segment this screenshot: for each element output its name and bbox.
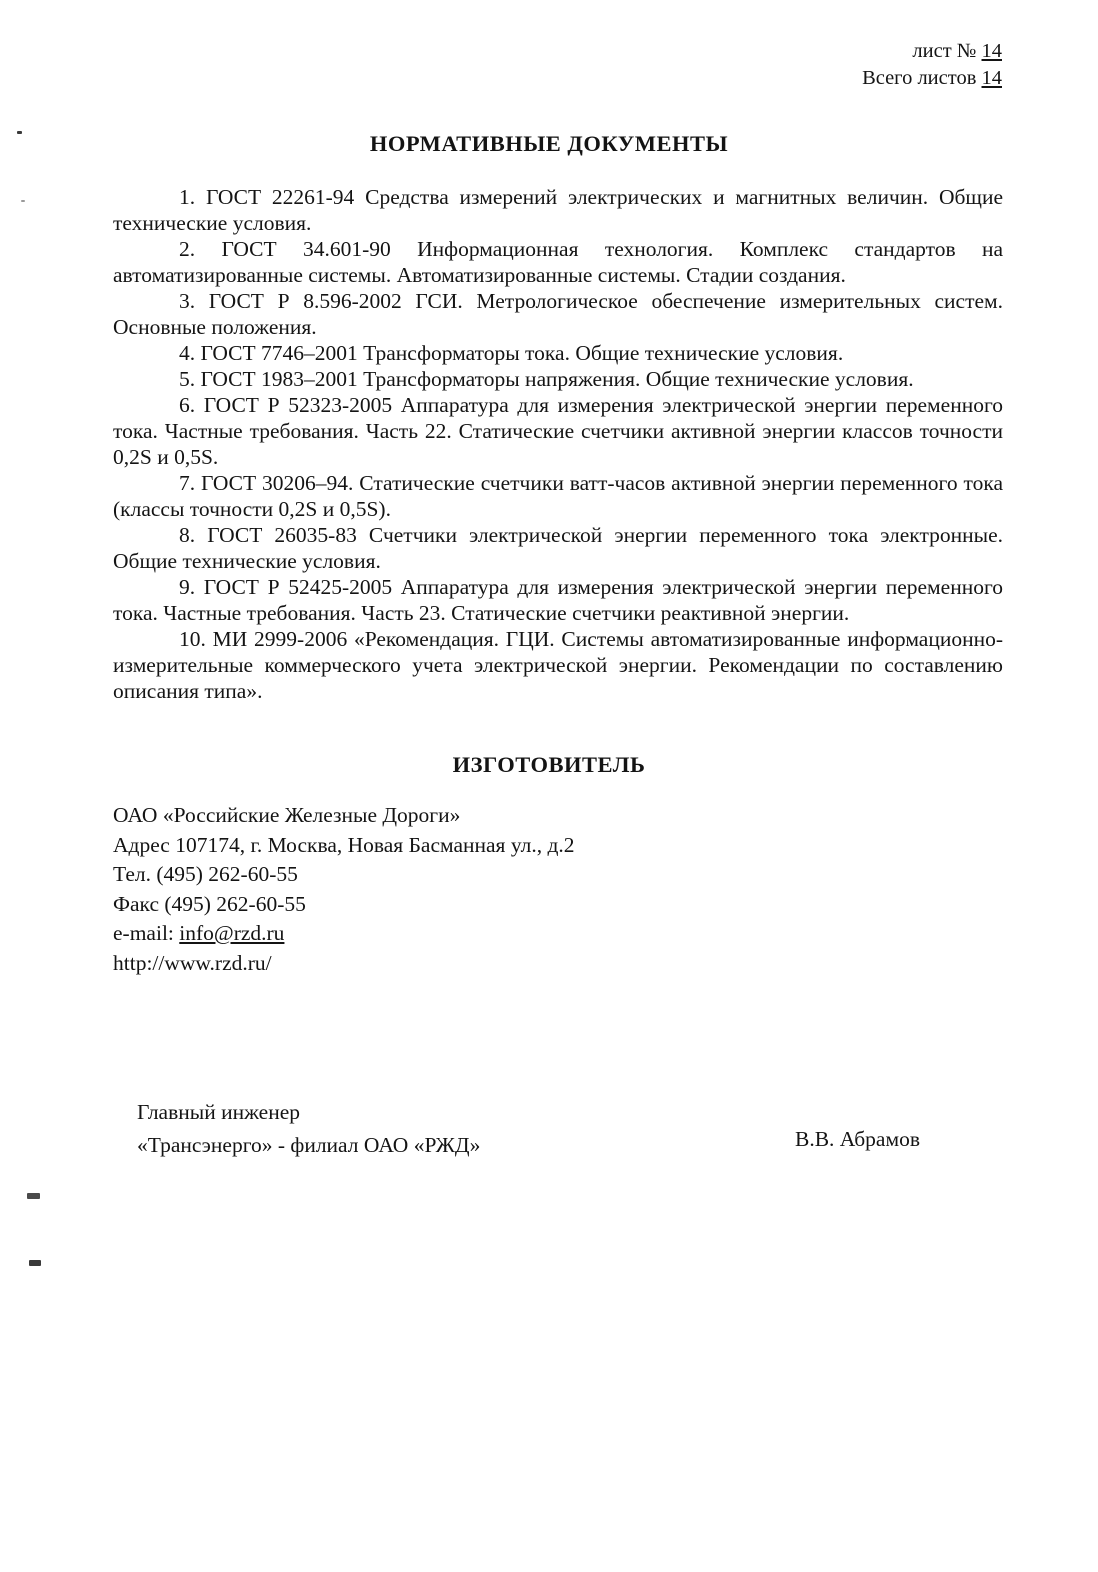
document-item [113,340,1003,366]
document-number: 10. [179,627,206,651]
document-item [113,366,1003,392]
document-item [113,236,1003,288]
sheet-number-label: лист № [912,40,982,62]
sheet-number-line [862,38,1002,65]
document-text: ГОСТ 1983–2001 Трансформаторы напряжения. Общие технические условия. [200,367,914,391]
document-item [113,522,1003,574]
document-item [113,574,1003,626]
document-item [113,626,1003,704]
document-item [113,288,1003,340]
document-item [113,470,1003,522]
email-address: info@rzd.ru [179,921,285,945]
document-number: 3. [179,289,196,313]
sheet-number-value: 14 [981,40,1002,62]
document-text: ГОСТ Р 8.596-2002 ГСИ. Метрологическое обеспечение измерительных систем. Основные положения. [113,289,1003,339]
document-number: 5. [179,367,196,391]
sheet-info [862,38,1002,92]
page-title: НОРМАТИВНЫЕ ДОКУМЕНТЫ [369,131,729,156]
document-number: 4. [179,341,196,365]
document-item [113,392,1003,470]
document-number: 6. [179,393,196,417]
signatory-position-line2: «Трансэнерго» - филиал ОАО «РЖД» [137,1133,481,1157]
document-text: ГОСТ 34.601-90 Информационная технология. Комплекс стандартов на автоматизированные системы. Автоматизированные системы. Стадии создания. [113,237,1004,287]
manufacturer-heading: ИЗГОТОВИТЕЛЬ [452,752,646,777]
signatory-name: В.В. Абрамов [795,1127,920,1151]
scan-artifact [21,200,25,202]
manufacturer-email-line [113,919,575,949]
document-number: 7. [179,471,196,495]
document-text: ГОСТ 7746–2001 Трансформаторы тока. Общие технические условия. [200,341,844,365]
document-item [113,184,1003,236]
total-sheets-label: Всего листов [862,67,982,89]
scan-artifact [27,1193,40,1199]
manufacturer-phone: Тел. (495) 262-60-55 [113,862,298,886]
document-text: МИ 2999-2006 «Рекомендация. ГЦИ. Системы автоматизированные информационно-измерительные коммерческого учета электрической энергии. Рекомендации по составлению описания типа». [113,627,1004,703]
manufacturer-fax: Факс (495) 262-60-55 [113,891,306,916]
document-number: 2. [179,237,196,261]
total-sheets-line [862,65,1002,92]
scan-artifact [17,131,22,134]
total-sheets-value: 14 [981,67,1002,89]
document-text: ГОСТ 26035-83 Счетчики электрической энергии переменного тока электронные. Общие технические условия. [113,523,1004,573]
manufacturer-address: Адрес 107174, г. Москва, Новая Басманная ул., д.2 [113,832,575,857]
document-text: ГОСТ 22261-94 Средства измерений электрических и магнитных величин. Общие технические условия. [113,185,1004,235]
document-number: 1. [179,185,196,209]
signatory-position-line1: Главный инженер [137,1100,300,1124]
email-label: e-mail: [113,921,180,945]
document-text: ГОСТ Р 52323-2005 Аппаратура для измерения электрической энергии переменного тока. Частные требования. Часть 22. Статические счетчики активной энергии классов точности 0,2S и 0,5S. [113,393,1003,469]
scan-artifact [29,1260,41,1266]
manufacturer-company: ОАО «Российские Железные Дороги» [113,803,461,827]
document-number: 9. [179,575,196,599]
manufacturer-website: http://www.rzd.ru/ [113,950,272,975]
document-text: ГОСТ Р 52425-2005 Аппаратура для измерения электрической энергии переменного тока. Частные требования. Часть 23. Статические счетчики реактивной энергии. [113,575,1003,625]
document-text: ГОСТ 30206–94. Статические счетчики ватт-часов активной энергии переменного тока (классы точности 0,2S и 0,5S). [113,471,1003,521]
document-number: 8. [179,523,196,547]
signatory-position [137,1096,480,1162]
documents-list [113,184,1003,704]
manufacturer-info [113,801,575,978]
